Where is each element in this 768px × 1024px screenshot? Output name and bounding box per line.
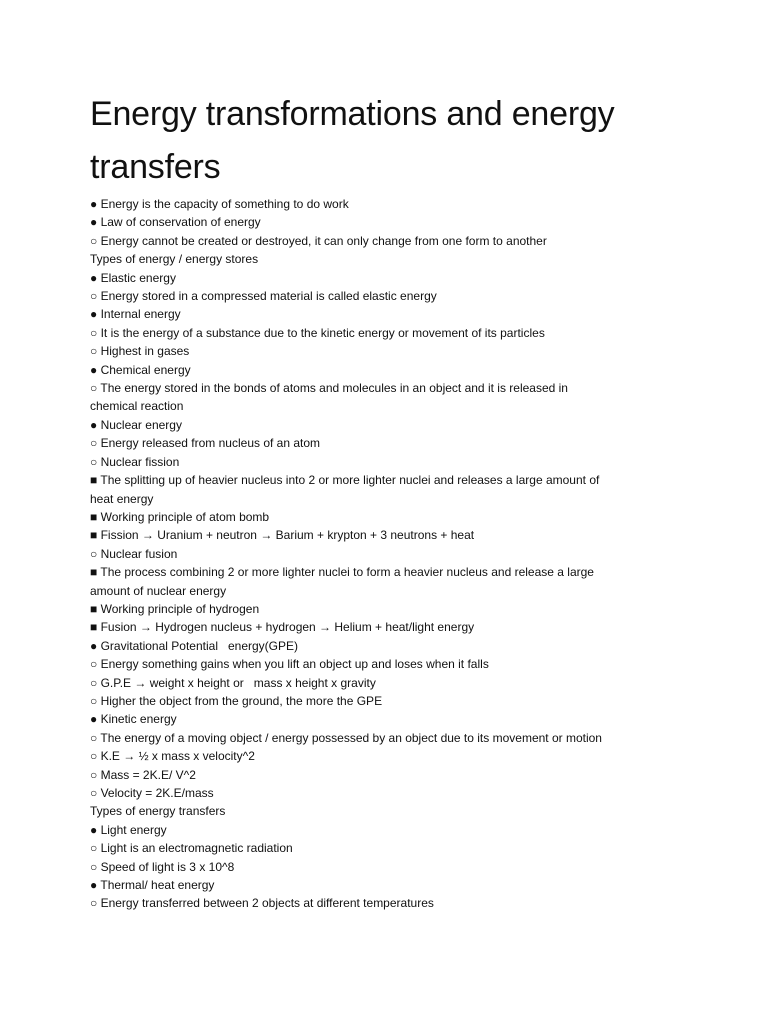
note-line: ○ G.P.E → weight x height or mass x height x gravity xyxy=(90,675,376,690)
note-line: ○ Energy transferred between 2 objects at different temperatures xyxy=(90,896,434,911)
note-line: ● Light energy xyxy=(90,822,167,837)
note-line: ○ K.E → ½ x mass x velocity^2 xyxy=(90,749,255,764)
note-line: ○ Light is an electromagnetic radiation xyxy=(90,841,293,856)
note-line: ○ The energy stored in the bonds of atoms and molecules in an object and it is released in chemical reaction xyxy=(90,381,568,414)
note-line: ○ Energy cannot be created or destroyed, it can only change from one form to another xyxy=(90,233,547,248)
note-line: ○ Highest in gases xyxy=(90,344,190,359)
note-line: ○ Energy released from nucleus of an atom xyxy=(90,436,321,451)
note-line: ○ The energy of a moving object / energy possessed by an object due to its movement or motion xyxy=(90,730,602,745)
note-line: ■ Working principle of atom bomb xyxy=(90,509,270,524)
note-line: ● Chemical energy xyxy=(90,362,191,377)
note-line: ○ Energy stored in a compressed material is called elastic energy xyxy=(90,289,437,304)
note-line: ● Elastic energy xyxy=(90,270,176,285)
note-line: ● Gravitational Potential energy(GPE) xyxy=(90,638,299,653)
document-title: Energy transformations and energy transfers xyxy=(90,95,615,186)
note-line: ■ Fusion → Hydrogen nucleus + hydrogen → Helium + heat/light energy xyxy=(90,620,475,635)
note-line: ■ Working principle of hydrogen xyxy=(90,601,260,616)
note-line: ○ Energy something gains when you lift an object up and loses when it falls xyxy=(90,657,489,672)
note-line: ● Law of conservation of energy xyxy=(90,215,261,230)
note-line: ● Thermal/ heat energy xyxy=(90,878,215,893)
note-line: ● Energy is the capacity of something to do work xyxy=(90,197,349,211)
note-line: ○ Nuclear fission xyxy=(90,454,180,469)
note-line: ● Internal energy xyxy=(90,307,181,322)
note-line: ■ The process combining 2 or more lighter nuclei to form a heavier nucleus and release a large amount of nuclear energy xyxy=(90,565,594,598)
note-line: ○ Nuclear fusion xyxy=(90,546,178,561)
notes-list xyxy=(90,195,610,913)
note-line: ○ Velocity = 2K.E/mass xyxy=(90,786,214,800)
note-line: ● Kinetic energy xyxy=(90,712,177,727)
section-heading: Types of energy / energy stores xyxy=(90,252,259,267)
note-line: ● Nuclear energy xyxy=(90,417,182,432)
note-line: ■ Fission → Uranium + neutron → Barium + krypton + 3 neutrons + heat xyxy=(90,528,475,543)
note-line: ○ Higher the object from the ground, the more the GPE xyxy=(90,693,383,708)
note-line: ○ Mass = 2K.E/ V^2 xyxy=(90,767,196,782)
note-line: ○ Speed of light is 3 x 10^8 xyxy=(90,859,235,874)
note-line: ■ The splitting up of heavier nucleus into 2 or more lighter nuclei and releases a large amount of heat energy xyxy=(90,473,600,506)
note-line: ○ It is the energy of a substance due to the kinetic energy or movement of its particles xyxy=(90,325,545,340)
section-heading: Types of energy transfers xyxy=(90,804,226,819)
